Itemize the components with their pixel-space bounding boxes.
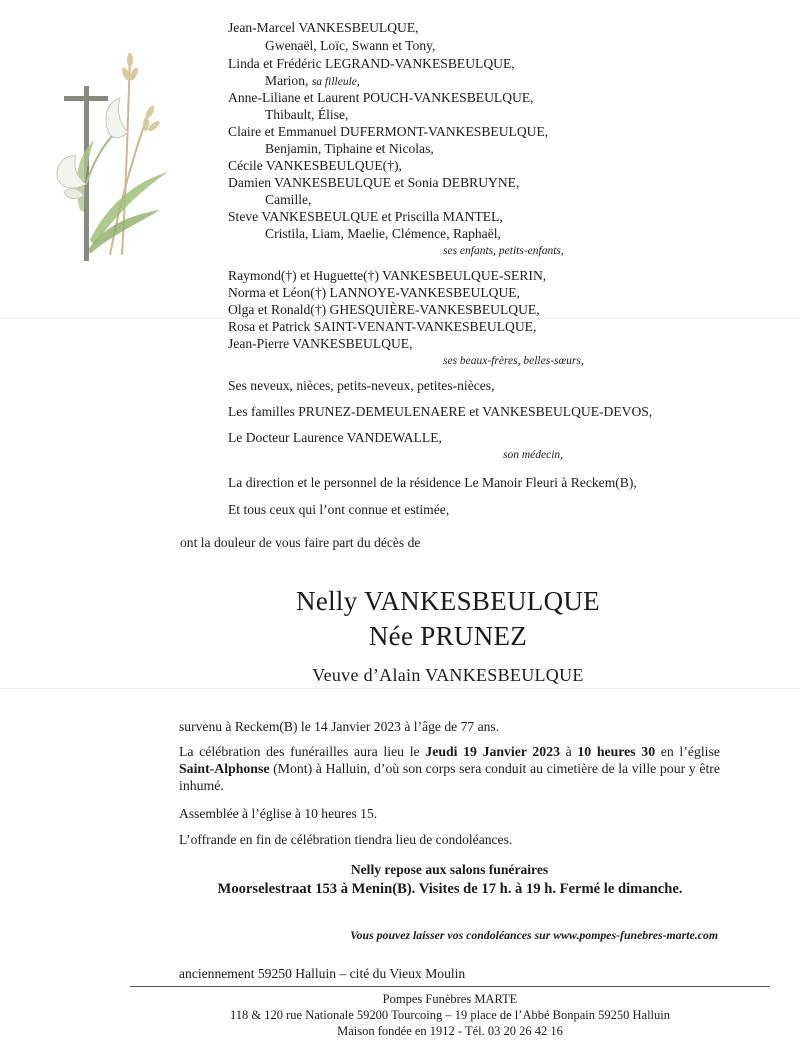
child-name: Linda et Frédéric LEGRAND-VANKESBEULQUE, (228, 56, 515, 71)
godchild-note: sa filleule, (311, 76, 360, 88)
grandchildren-line (265, 73, 360, 90)
relation-label: son médecin, (503, 449, 564, 461)
grandchildren-names: Thibault, Élise, (265, 107, 349, 122)
footer-founded: Maison fondée en 1912 - Tél. 03 20 26 42 16 (337, 1024, 563, 1038)
grandchildren-names: Cristila, Liam, Maelie, Clémence, Raphaël, (265, 226, 501, 241)
child-name: Steve VANKESBEULQUE et Priscilla MANTEL, (228, 209, 503, 224)
fold-line (0, 688, 800, 689)
others-line: Et tous ceux qui l’ont connue et estimée, (228, 502, 450, 517)
formerly-line: anciennement 59250 Halluin – cité du Vieux Moulin (179, 966, 466, 981)
church-name: Saint-Alphonse (179, 761, 270, 776)
in-law-name: Rosa et Patrick SAINT-VENANT-VANKESBEULQUE, (228, 319, 537, 334)
assembly-line: Assemblée à l’église à 10 heures 15. (179, 806, 378, 821)
death-line: survenu à Reckem(B) le 14 Janvier 2023 à l’âge de 77 ans. (179, 719, 500, 734)
child-name: Cécile VANKESBEULQUE(†), (228, 158, 402, 173)
grandchildren-names: Gwenaël, Loïc, Swann et Tony, (265, 38, 436, 53)
footer-divider (130, 986, 770, 987)
funeral-date: Jeudi 19 Janvier 2023 (425, 744, 560, 759)
condolences-link-line: Vous pouvez laisser vos condoléances sur www.pompes-funebres-marte.com (350, 928, 718, 942)
residence-line: La direction et le personnel de la résidence Le Manoir Fleuri à Reckem(B), (228, 475, 637, 490)
grandchildren-names: Benjamin, Tiphaine et Nicolas, (265, 141, 434, 156)
child-name: Jean-Marcel VANKESBEULQUE, (228, 20, 419, 35)
cross-with-lilies-and-wheat-icon (50, 40, 170, 270)
visiting-hours-line: Moorselestraat 153 à Menin(B). Visites de 17 h. à 19 h. Fermé le dimanche. (217, 881, 683, 897)
child-name: Damien VANKESBEULQUE et Sonia DEBRUYNE, (228, 175, 520, 190)
funeral-time: 10 heures 30 (577, 744, 656, 759)
grandchildren-names: Marion, (265, 73, 309, 88)
in-law-name: Olga et Ronald(†) GHESQUIÈRE-VANKESBEULQUE, (228, 302, 540, 317)
in-law-name: Raymond(†) et Huguette(†) VANKESBEULQUE-SERIN, (228, 268, 547, 283)
child-name: Anne-Liliane et Laurent POUCH-VANKESBEULQUE, (228, 90, 534, 105)
grandchildren-names: Camille, (265, 192, 312, 207)
relation-label: ses beaux-frères, belles-sœurs, (443, 355, 584, 367)
maiden-name: Née PRUNEZ (368, 621, 528, 651)
footer-address: 118 & 120 rue Nationale 59200 Tourcoing – 19 place de l’Abbé Bonpain 59250 Halluin (229, 1008, 670, 1022)
relation-label: ses enfants, petits-enfants, (443, 245, 564, 257)
offering-line: L’offrande en fin de célébration tiendra lieu de condoléances. (179, 832, 513, 847)
in-law-name: Jean-Pierre VANKESBEULQUE, (228, 336, 413, 351)
nephews-line: Ses neveux, nièces, petits-neveux, petites-nièces, (228, 378, 495, 393)
deceased-name: Nelly VANKESBEULQUE (296, 586, 600, 616)
rest-line: Nelly repose aux salons funéraires (350, 862, 549, 877)
in-law-name: Norma et Léon(†) LANNOYE-VANKESBEULQUE, (228, 285, 520, 300)
funeral-paragraph: La célébration des funérailles aura lieu le Jeudi 19 Janvier 2023 à 10 heures 30 en l’église Saint-Alphonse (Mont) à Halluin, d’où son corps sera conduit au cimetière de la ville pour y être inhumé. (179, 744, 721, 793)
child-name: Claire et Emmanuel DUFERMONT-VANKESBEULQUE, (228, 124, 549, 139)
families-line: Les familles PRUNEZ-DEMEULENAERE et VANKESBEULQUE-DEVOS, (228, 404, 653, 419)
footer-company: Pompes Funèbres MARTE (382, 992, 518, 1006)
widow-of: Veuve d’Alain VANKESBEULQUE (312, 665, 584, 685)
announcement-line: ont la douleur de vous faire part du décès de (180, 535, 421, 550)
doctor-line: Le Docteur Laurence VANDEWALLE, (228, 430, 442, 445)
